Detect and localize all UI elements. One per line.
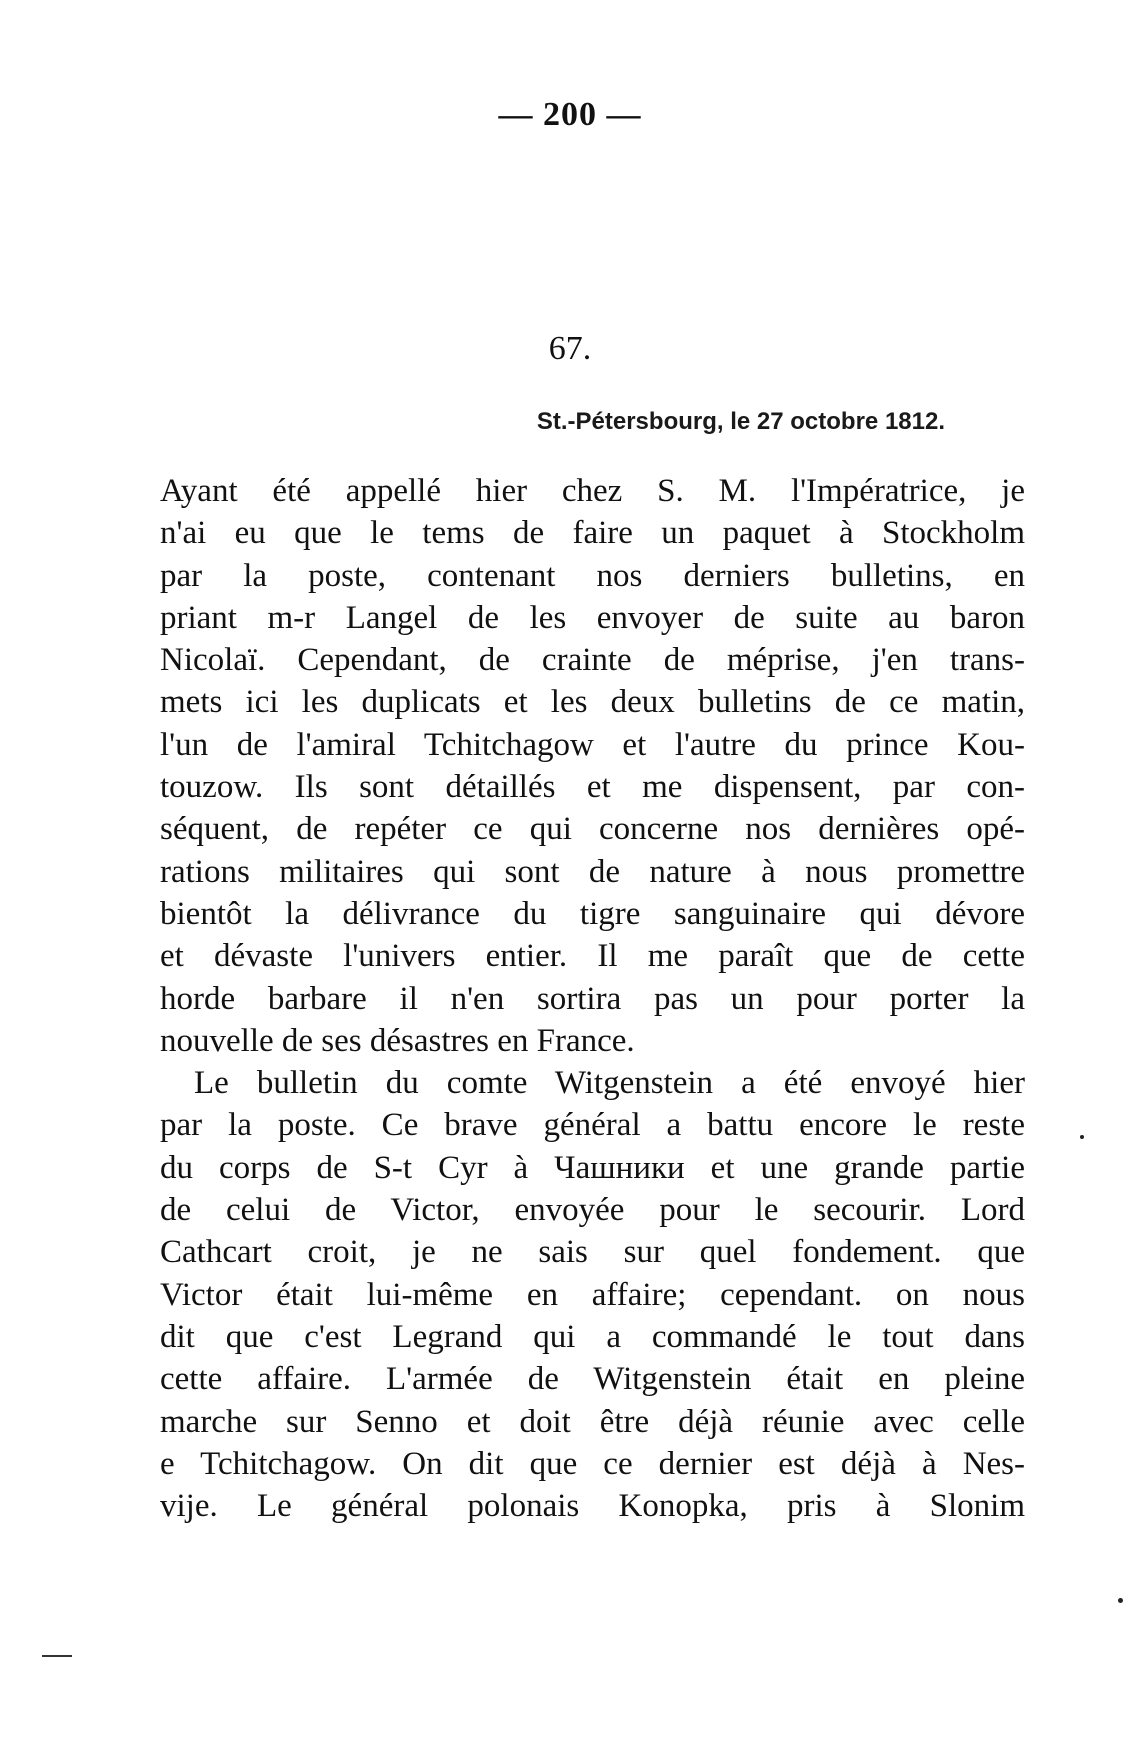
text-line: Le bulletin du comte Witgenstein a été envoyé hier [194,1065,1025,1102]
text-line: Nicolaï. Cependant, de crainte de méprise, j'en trans- [160,642,1025,679]
text-line: touzow. Ils sont détaillés et me dispensent, par con- [160,769,1025,806]
dateline: St.-Pétersbourg, le 27 octobre 1812. [536,408,945,435]
scan-speck [1118,1598,1123,1603]
text-line: de celui de Victor, envoyée pour le secourir. Lord [160,1192,1025,1229]
text-line: par la poste. Ce brave général a battu encore le reste [160,1107,1025,1144]
text-line: e Tchitchagow. On dit que ce dernier est déjà à Nes- [160,1445,1025,1482]
text-line: horde barbare il n'en sortira pas un pour porter la [160,980,1025,1017]
text-line: et dévaste l'univers entier. Il me paraît que de cette [160,938,1025,975]
text-line: n'ai eu que le tems de faire un paquet à Stockholm [160,515,1025,552]
text-line: vije. Le général polonais Konopka, pris à Slonim [160,1488,1025,1525]
text-line: cette affaire. L'armée de Witgenstein était en pleine [160,1361,1025,1398]
text-line: Cathcart croit, je ne sais sur quel fondement. que [160,1234,1025,1271]
text-line: du corps de S-t Cyr à Чашники et une grande partie [160,1149,1025,1186]
text-line: Victor était lui-même en affaire; cependant. on nous [160,1276,1025,1313]
letter-number: 67. [548,330,592,367]
text-line: Ayant été appellé hier chez S. M. l'Impératrice, je [160,473,1025,509]
text-line: nouvelle de ses désastres en France. [160,1022,635,1059]
page-number: — 200 — [498,96,642,133]
text-line: par la poste, contenant nos derniers bulletins, en [160,557,1025,594]
text-line: rations militaires qui sont de nature à nous promettre [160,853,1025,890]
margin-dash [42,1655,72,1657]
text-line: marche sur Senno et doit être déjà réunie avec celle [160,1403,1025,1440]
text-line: dit que c'est Legrand qui a commandé le tout dans [160,1318,1025,1355]
text-line: séquent, de repéter ce qui concerne nos dernières opé- [160,811,1025,848]
letter-body [160,470,1025,1527]
text-line: mets ici les duplicats et les deux bulletins de ce matin, [160,684,1025,721]
text-line: l'un de l'amiral Tchitchagow et l'autre du prince Kou- [160,726,1025,763]
scan-speck [1080,1135,1084,1139]
text-line: priant m-r Langel de les envoyer de suite au baron [160,599,1025,636]
text-line: bientôt la délivrance du tigre sanguinaire qui dévore [160,895,1025,932]
